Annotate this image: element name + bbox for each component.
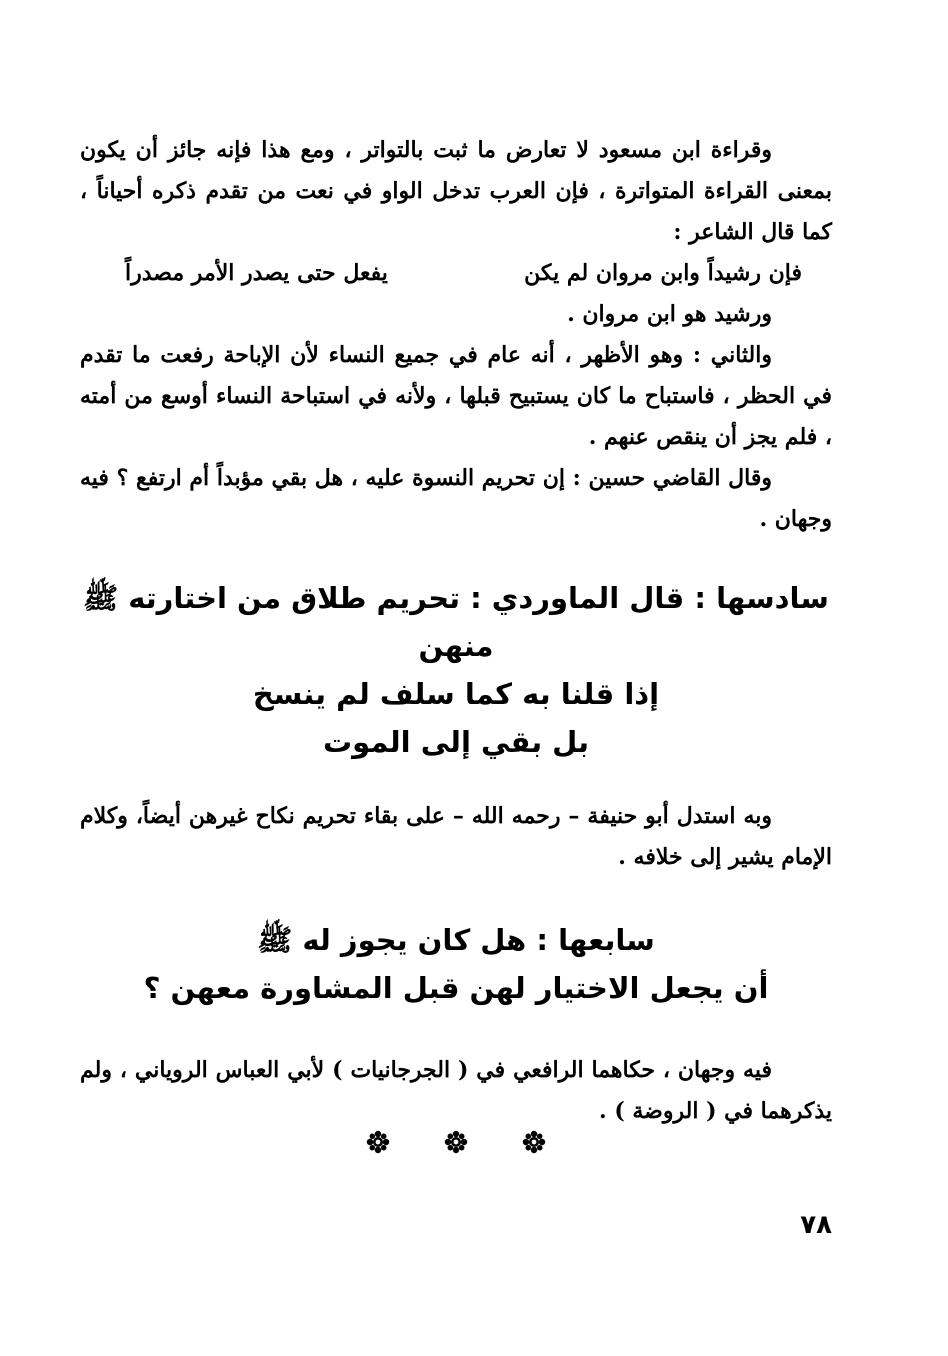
heading-6-line-3: بل بقي إلى الموت [323,725,589,759]
paragraph-4: وقال القاضي حسين : إن تحريم النسوة عليه ، هل بقي مؤبداً أم ارتفع ؟ فيه وجهان . [80,465,832,532]
section-heading-6 [80,574,832,766]
paragraph-3 [80,335,832,458]
paragraph-5: وبه استدل أبو حنيفة – رحمه الله – على بقاء تحريم نكاح غيرهن أيضاً، وكلام الإمام يشير إلى خلافه . [80,803,832,870]
ornament-divider [80,1130,832,1154]
document-page [80,130,832,1330]
heading-7-line-1: سابعها : هل كان يجوز له ﷺ [257,923,655,957]
verse-first-hemistich: فإن رشيداً وابن مروان لم يكن [524,260,802,286]
page-number: ٧٨ [800,1210,832,1240]
verse-second-hemistich: يفعل حتى يصدر الأمر مصدراً [125,260,388,286]
poem-verse [80,253,832,294]
heading-7-line-2: أن يجعل الاختيار لهن قبل المشاورة معهن ؟ [143,971,769,1005]
flower-ornament-icon [444,1130,468,1154]
paragraph-6: فيه وجهان ، حكاهما الرافعي في ( الجرجانيات ) لأبي العباس الروياني ، ولم يذكرهما في ( الروضة ) . [80,1057,832,1124]
flower-ornament-icon [522,1130,546,1154]
paragraph-2: ورشيد هو ابن مروان . [567,301,772,327]
flower-ornament-icon [366,1130,390,1154]
paragraph-1: وقراءة ابن مسعود لا تعارض ما ثبت بالتواتر ، ومع هذا فإنه جائز أن يكون بمعنى القراءة المتواترة ، فإن العرب تدخل الواو في نعت من تقدم ذكره أحياناً ، كما قال الشاعر : [80,137,832,245]
section-heading-7 [80,916,832,1012]
heading-6-line-1: سادسها : قال الماوردي : تحريم طلاق من اختارته ﷺ منهن [83,581,829,663]
heading-6-line-2: إذا قلنا به كما سلف لم ينسخ [252,677,660,711]
paragraph-3-lead: والثاني [710,342,772,368]
paragraph-3-text: : وهو الأظهر ، أنه عام في جميع النساء لأن الإباحة رفعت ما تقدم في الحظر ، فاستباح ما كان يستبيح قبلها ، ولأنه في استباحة النساء أوسع من أمته ، فلم يجز أن ينقص عنهم . [80,342,832,450]
